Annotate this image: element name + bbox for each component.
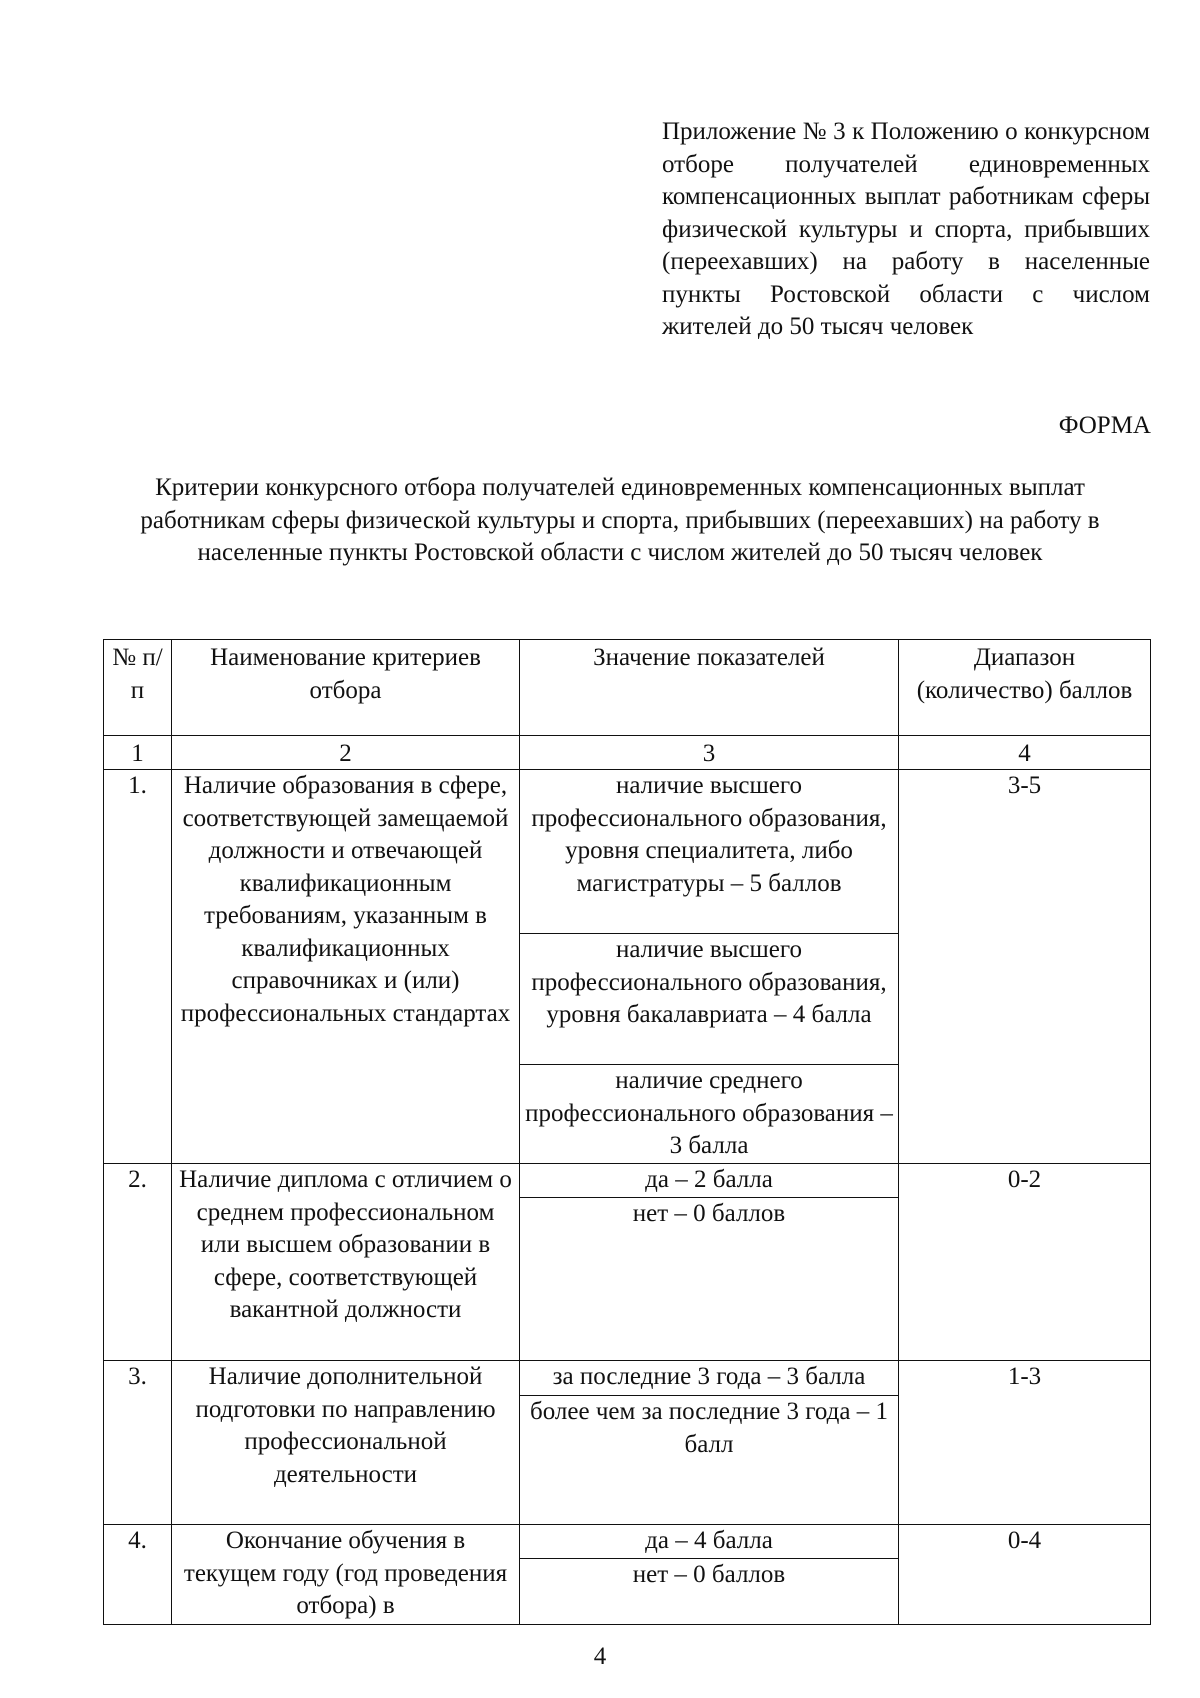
document-title: Критерии конкурсного отбора получателей единовременных компенсационных выплат работникам сферы физической культуры и спорта, прибывших (переехавших) на работу в населенные пункты Ростовской области с числом жителей до 50 тысяч человек bbox=[140, 474, 1100, 566]
header-range: Диапазон (количество) баллов bbox=[899, 640, 1151, 736]
header-criterion: Наименование критериев отбора bbox=[172, 640, 520, 736]
value-cell: наличие высшего профессионального образования, уровня бакалавриата – 4 балла bbox=[520, 934, 899, 1065]
value-cell: да – 2 балла bbox=[520, 1164, 899, 1198]
row-number: 3. bbox=[104, 1361, 172, 1525]
column-number-row bbox=[104, 736, 1151, 770]
value-cell: нет – 0 баллов bbox=[520, 1558, 899, 1624]
header-number: № п/п bbox=[104, 640, 172, 736]
range-cell: 1-3 bbox=[899, 1361, 1151, 1525]
criterion-cell: Окончание обучения в текущем году (год проведения отбора) в bbox=[172, 1525, 520, 1625]
column-number: 2 bbox=[172, 736, 520, 770]
table-row bbox=[104, 1525, 1151, 1559]
range-cell: 3-5 bbox=[899, 770, 1151, 1164]
column-number: 3 bbox=[520, 736, 899, 770]
value-cell: более чем за последние 3 года – 1 балл bbox=[520, 1396, 899, 1525]
page-number: 4 bbox=[593, 1643, 607, 1670]
value-cell: наличие высшего профессионального образования, уровня специалитета, либо магистратуры – 5 баллов bbox=[520, 770, 899, 934]
column-number: 1 bbox=[104, 736, 172, 770]
appendix-note: Приложение № 3 к Положению о конкурсном отборе получателей единовременных компенсационных выплат работникам сферы физической культуры и спорта, прибывших (переехавших) на работу в населенные пункты Ростовской области с числом жителей до 50 тысяч человек bbox=[662, 118, 1150, 340]
criterion-cell: Наличие образования в сфере, соответствующей замещаемой должности и отвечающей квалификационным требованиям, указанным в квалификационных справочниках и (или) профессиональных стандартах bbox=[172, 770, 520, 1164]
value-cell: нет – 0 баллов bbox=[520, 1198, 899, 1361]
table-header-row bbox=[104, 640, 1151, 736]
table-row bbox=[104, 770, 1151, 934]
criteria-table bbox=[103, 639, 1151, 1625]
range-cell: 0-2 bbox=[899, 1164, 1151, 1361]
row-number: 1. bbox=[104, 770, 172, 1164]
criterion-cell: Наличие дополнительной подготовки по направлению профессиональной деятельности bbox=[172, 1361, 520, 1525]
table-row bbox=[104, 1361, 1151, 1396]
criterion-cell: Наличие диплома с отличием о среднем профессиональном или высшем образовании в сфере, соответствующей вакантной должности bbox=[172, 1164, 520, 1361]
row-number: 4. bbox=[104, 1525, 172, 1625]
table-row bbox=[104, 1164, 1151, 1198]
form-label: ФОРМА bbox=[1058, 412, 1151, 439]
header-values: Значение показателей bbox=[520, 640, 899, 736]
value-cell: наличие среднего профессионального образования – 3 балла bbox=[520, 1065, 899, 1164]
column-number: 4 bbox=[899, 736, 1151, 770]
value-cell: за последние 3 года – 3 балла bbox=[520, 1361, 899, 1396]
range-cell: 0-4 bbox=[899, 1525, 1151, 1625]
row-number: 2. bbox=[104, 1164, 172, 1361]
value-cell: да – 4 балла bbox=[520, 1525, 899, 1559]
